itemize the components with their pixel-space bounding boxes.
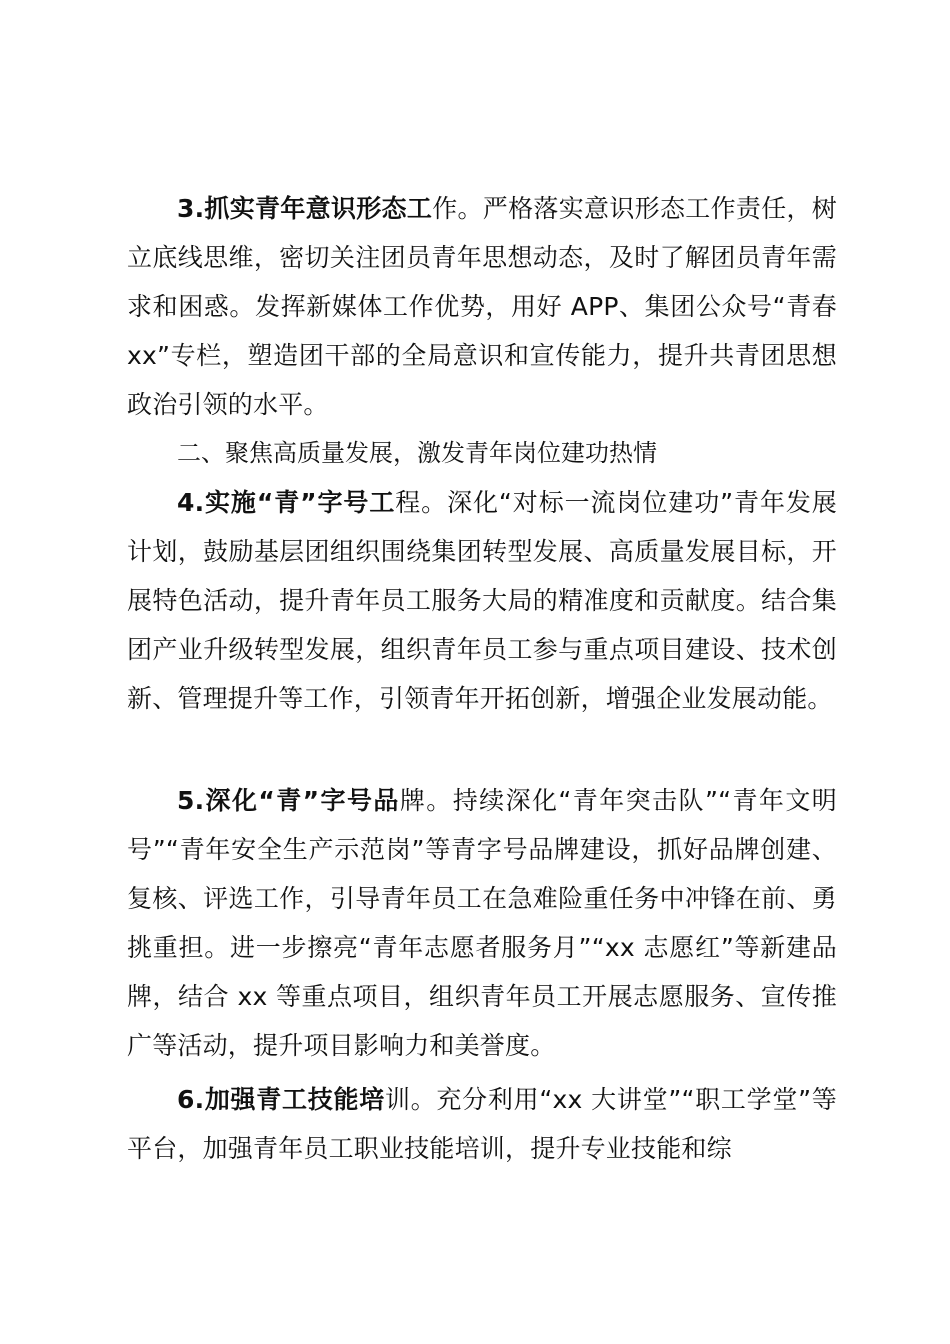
paragraph-4-lead: 4.实施“青”字号工: [177, 488, 396, 517]
paragraph-6: [127, 1075, 837, 1173]
paragraph-3-lead: 3.抓实青年意识形态工: [177, 194, 433, 223]
paragraph-4-body: 程。深化“对标一流岗位建功”青年发展计划，鼓励基层团组织围绕集团转型发展、高质量发展目标，开展特色活动，提升青年员工服务大局的精准度和贡献度。结合集团产业升级转型发展，组织青年员工参与重点项目建设、技术创新、管理提升等工作，引领青年开拓创新，增强企业发展动能。: [127, 488, 837, 713]
paragraph-6-body: 训。充分利用“xx 大讲堂”“职工学堂”等平台，加强青年员工职业技能培训，提升专业技能和综: [127, 1085, 837, 1163]
paragraph-6-lead: 6.加强青工技能培: [177, 1085, 385, 1114]
section-heading-2: 二、聚焦高质量发展，激发青年岗位建功热情: [177, 439, 657, 467]
paragraph-3-body: 作。严格落实意识形态工作责任，树立底线思维，密切关注团员青年思想动态，及时了解团员青年需求和困惑。发挥新媒体工作优势，用好 APP、集团公众号“青春 xx”专栏，塑造团干部的全局意识和宣传能力，提升共青团思想政治引领的水平。: [127, 194, 838, 419]
paragraph-3: [127, 184, 837, 429]
paragraph-5-lead: 5.深化“青”字号品: [177, 786, 400, 815]
paragraph-4: [127, 478, 837, 723]
paragraph-5-body: 牌。持续深化“青年突击队”“青年文明号”“青年安全生产示范岗”等青字号品牌建设，抓好品牌创建、复核、评选工作，引导青年员工在急难险重任务中冲锋在前、勇挑重担。进一步擦亮“青年志愿者服务月”“xx 志愿红”等新建品牌，结合 xx 等重点项目，组织青年员工开展志愿服务、宣传推广等活动，提升项目影响力和美誉度。: [127, 786, 837, 1060]
paragraph-5: [127, 776, 837, 1070]
